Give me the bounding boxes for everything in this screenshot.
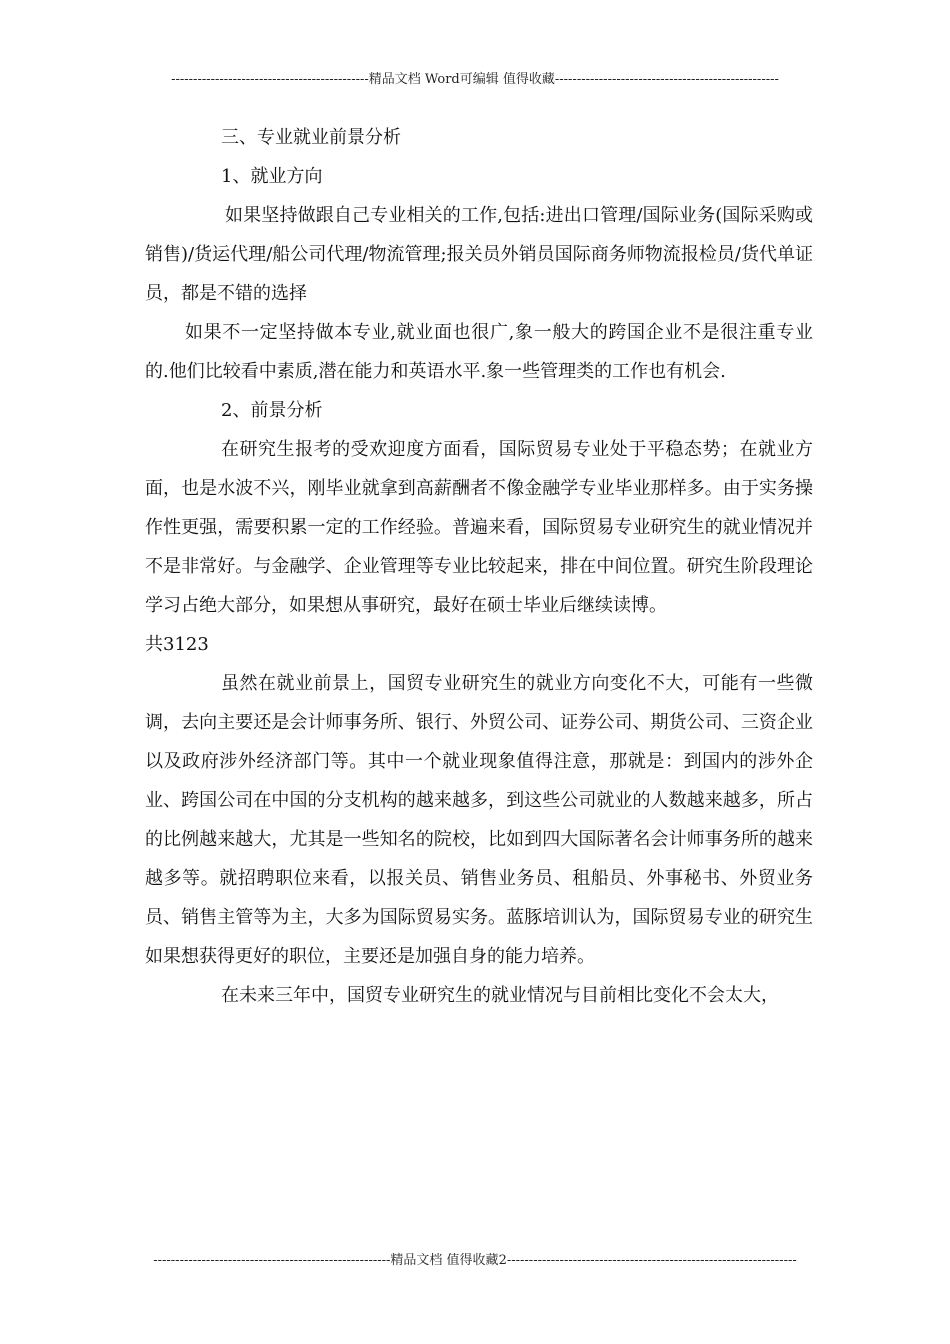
page-header: ---------------------------------------------精品文档 Word可编辑 值得收藏--------------------------------------------------- [171,72,779,87]
page-footer [0,1249,950,1268]
section-title: 三、专业就业前景分析 [221,127,401,148]
paragraph-employment-direction-1: 如果坚持做跟自己专业相关的工作,包括:进出口管理/国际业务(国际采购或销售)/货运代理/船公司代理/物流管理;报关员外销员国际商务师物流报检员/货代单证员，都是不错的选择 [145,205,813,304]
footer-left: ------------------------------------------------------精品文档 值得收藏 [153,1253,499,1268]
paragraph-prospect-1-tail: 共3123 [145,634,209,655]
paragraph-prospect-3: 在未来三年中，国贸专业研究生的就业情况与目前相比变化不会太大， [221,985,779,1006]
paragraph-employment-direction-2: 如果不一定坚持做本专业,就业面也很广,象一般大的跨国企业不是很注重专业的.他们比较看中素质,潜在能力和英语水平.象一些管理类的工作也有机会. [145,322,813,382]
document-body [145,118,813,1015]
footer-right: ------------------------------------------------------------------ [506,1253,797,1268]
subsection-title-prospect-analysis: 2、前景分析 [221,400,323,421]
page-number: 2 [498,1253,507,1268]
paragraph-prospect-2: 虽然在就业前景上，国贸专业研究生的就业方向变化不大，可能有一些微调，去向主要还是会计师事务所、银行、外贸公司、证券公司、期货公司、三资企业以及政府涉外经济部门等。其中一个就业现象值得注意，那就是：到国内的涉外企业、跨国公司在中国的分支机构的越来越多，到这些公司就业的人数越来越多，所占的比例越来越大，尤其是一些知名的院校，比如到四大国际著名会计师事务所的越来越多等。就招聘职位来看，以报关员、销售业务员、租船员、外事秘书、外贸业务员、销售主管等为主，大多为国际贸易实务。蓝豚培训认为，国际贸易专业的研究生如果想获得更好的职位，主要还是加强自身的能力培养。 [145,673,813,967]
paragraph-prospect-1: 在研究生报考的受欢迎度方面看，国际贸易专业处于平稳态势；在就业方面，也是水波不兴，刚毕业就拿到高薪酬者不像金融学专业毕业那样多。由于实务操作性更强，需要积累一定的工作经验。普遍来看，国际贸易专业研究生的就业情况并不是非常好。与金融学、企业管理等专业比较起来，排在中间位置。研究生阶段理论学习占绝大部分，如果想从事研究，最好在硕士毕业后继续读博。 [145,439,813,616]
subsection-title-employment-direction: 1、就业方向 [221,166,323,187]
